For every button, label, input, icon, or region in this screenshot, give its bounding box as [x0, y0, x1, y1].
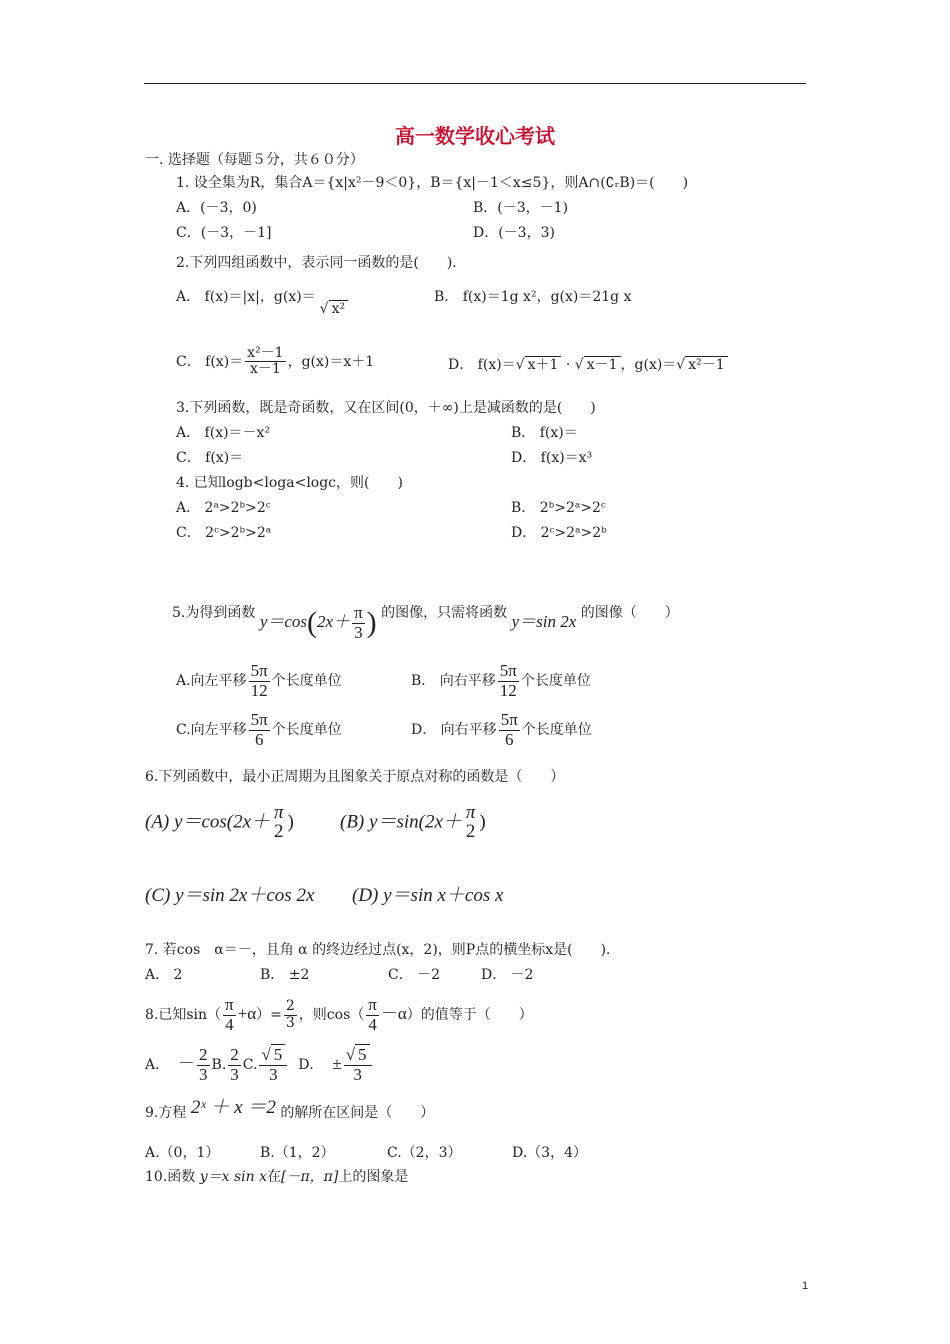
q6-a-close: ) — [287, 811, 294, 833]
q8-four-b: 4 — [368, 1014, 377, 1034]
q5-f1-inner: 2x＋ — [317, 612, 351, 632]
q8-a-label: A． — [145, 1057, 170, 1074]
q1-option-b: B．(－3，－1) — [473, 200, 569, 216]
q2-option-c-den: x－1 — [249, 361, 281, 378]
q2-option-a-text: A． f(x)＝|x|，g(x)＝ — [176, 289, 316, 305]
q8-prefix: 8.已知sin（ — [145, 1007, 222, 1024]
q8-c-num: √ 5 — [259, 1046, 287, 1066]
q4-option-b: B． 2ᵇ>2ᵃ>2ᶜ — [511, 500, 606, 516]
q1-stem: 1. 设全集为R，集合A＝{x|x²－9＜0}，B＝{x|－1＜x≤5}，则A∩(∁ᵣB)＝( ) — [176, 175, 689, 191]
q1-option-c: C．(－3，－1] — [176, 225, 272, 241]
q5-mid: 的图像，只需将函数 — [381, 605, 508, 622]
q5-c-prefix: C.向左平移 — [176, 722, 247, 739]
q5-d-prefix: D． 向右平移 — [411, 722, 497, 739]
q2-option-b: B． f(x)＝1g x²，g(x)＝21g x — [434, 289, 632, 305]
q5-f1-num: π — [354, 603, 363, 622]
q8-value-fraction — [284, 999, 297, 1031]
q7-option-b: B． ±2 — [260, 967, 310, 983]
q8-c-label: C. — [242, 1057, 258, 1074]
q2-option-c-num: x²－1 — [247, 345, 284, 361]
q3-option-d: D． f(x)＝x³ — [511, 450, 593, 466]
q8-d-num: √ 5 — [344, 1046, 372, 1066]
q6-a-den: 2 — [274, 821, 284, 842]
q6-b-den: 2 — [465, 821, 476, 842]
q3-option-c: C． f(x)＝ — [176, 450, 244, 466]
q8-c-den: 3 — [269, 1064, 278, 1084]
q6-a-fraction — [272, 803, 286, 843]
q6-b-close: ) — [479, 811, 486, 833]
q8-c-root: 5 — [271, 1044, 286, 1064]
q5-c-unit: 个长度单位 — [271, 722, 342, 739]
q5-b-den: 12 — [499, 680, 517, 700]
q10-suffix: 上的图象是 — [338, 1169, 409, 1185]
q8-d-label: D． — [298, 1057, 324, 1074]
q7-option-a: A． 2 — [145, 967, 183, 983]
q6-b-prefix: (B) y＝sin(2x＋ — [340, 811, 462, 833]
q8-pi-b: π — [368, 995, 377, 1014]
header-rule — [144, 83, 806, 84]
q6-a-prefix: (A) y＝cos(2x＋ — [145, 811, 271, 833]
q2-option-a-root: x² — [329, 300, 349, 317]
q8-stem — [145, 996, 533, 1034]
q8-d-den: 3 — [353, 1064, 362, 1084]
q3-option-b: B． f(x)＝ — [511, 425, 578, 441]
q5-a-num: 5π — [250, 661, 268, 680]
q6-stem: 6.下列函数中，最小正周期为且图象关于原点对称的函数是（ ） — [145, 769, 565, 785]
q2-option-d-prefix: D． f(x)＝ — [448, 357, 516, 373]
q5-f1-fraction — [352, 604, 365, 642]
q4-option-a: A． 2ᵃ>2ᵇ>2ᶜ — [176, 500, 271, 516]
q10-prefix: 10.函数 — [145, 1169, 196, 1185]
q5-stem — [172, 596, 679, 642]
q5-option-a — [176, 662, 342, 700]
q2-stem: 2.下列四组函数中，表示同一函数的是( )． — [176, 255, 467, 271]
q5-a-fraction — [249, 662, 270, 700]
q8-b-num: 2 — [230, 1045, 239, 1064]
q6-option-b — [340, 803, 486, 843]
page-title: 高一数学收心考试 — [395, 124, 555, 148]
q9-option-c: C.（2，3） — [387, 1145, 462, 1161]
q8-pi-over-4-a — [223, 996, 236, 1034]
q8-b-den: 3 — [230, 1064, 239, 1084]
q5-d-num: 5π — [500, 710, 518, 729]
q3-option-a: A． f(x)＝－x² — [176, 425, 271, 441]
q2-option-d-root1: x＋1 — [525, 356, 562, 373]
q6-option-d — [352, 886, 503, 905]
q6-c-text: (C) y＝sin 2x＋cos 2x — [145, 885, 315, 906]
q6-d-text: (D) y＝sin x＋cos x — [352, 885, 504, 906]
q8-value-num: 2 — [285, 998, 295, 1015]
q5-b-unit: 个长度单位 — [520, 673, 591, 690]
q8-a-fraction — [197, 1046, 210, 1084]
q2-option-d-root2: x－1 — [584, 356, 621, 373]
q8-a-sign: － — [178, 1054, 196, 1074]
q8-b-fraction — [228, 1046, 241, 1084]
q8-value-den: 3 — [285, 1014, 295, 1031]
q5-a-prefix: A.向左平移 — [176, 673, 247, 690]
q5-c-num: 5π — [250, 710, 268, 729]
q10-stem — [145, 1170, 408, 1184]
q5-a-den: 12 — [250, 680, 268, 700]
q8-close-eq: ）= — [256, 1007, 282, 1024]
q8-a-num: 2 — [199, 1045, 208, 1064]
q8-d-fraction — [344, 1046, 372, 1084]
q1-option-a: A．(－3，0) — [176, 200, 257, 216]
q5-b-prefix: B． 向右平移 — [411, 673, 496, 690]
q5-function-1: y＝cos(2x＋ $\frac{\pi}{3}$ ) — [259, 603, 377, 642]
q8-suffix: ）的值等于（ ） — [406, 1007, 533, 1024]
q9-prefix: 9.方程 — [145, 1105, 187, 1121]
q8-a-den: 3 — [199, 1064, 208, 1084]
q7-option-c: C． －2 — [388, 967, 441, 983]
q9-stem — [145, 1097, 435, 1121]
q6-option-a — [145, 803, 294, 843]
q8-plus-alpha: +α — [237, 1004, 257, 1024]
q2-option-d-dot: · — [565, 357, 571, 373]
q8-c-fraction — [259, 1046, 287, 1084]
q8-d-sign: ± — [332, 1054, 342, 1074]
q3-stem: 3.下列函数，既是奇函数，又在区间(0，＋∞)上是减函数的是( ) — [176, 400, 596, 416]
q2-option-c-fraction — [245, 346, 285, 378]
q4-option-d: D． 2ᶜ>2ᵃ>2ᵇ — [511, 525, 607, 541]
q2-option-a: A． f(x)＝|x|，g(x)＝√ x² — [176, 290, 348, 304]
q5-f1-prefix: y＝cos — [259, 612, 308, 632]
q5-option-d — [411, 711, 592, 749]
q8-b-label: B. — [211, 1057, 227, 1074]
q5-d-fraction — [499, 711, 520, 749]
q9-suffix: 的解所在区间是（ ） — [280, 1105, 435, 1121]
q8-mid: ，则cos（ — [298, 1007, 365, 1024]
q5-d-unit: 个长度单位 — [521, 722, 592, 739]
q7-option-d: D． －2 — [481, 967, 534, 983]
q5-prefix: 5.为得到函数 — [172, 605, 256, 622]
q10-interval: [－π，π] — [281, 1169, 339, 1185]
q5-b-fraction — [498, 662, 519, 700]
q6-b-fraction — [464, 803, 478, 843]
q5-c-den: 6 — [254, 729, 264, 749]
q9-option-b: B.（1，2） — [260, 1145, 335, 1161]
q9-option-d: D.（3，4） — [512, 1145, 587, 1161]
q5-function-2: y＝sin 2x — [511, 612, 577, 632]
q5-d-den: 6 — [504, 729, 514, 749]
q8-d-root: 5 — [355, 1044, 370, 1064]
q8-options — [145, 1046, 374, 1084]
q5-f1-den: 3 — [354, 622, 363, 642]
q6-b-num: π — [465, 802, 476, 823]
q5-c-fraction — [249, 711, 270, 749]
q7-stem: 7. 若cos α＝－，且角 α 的终边经过点(x，2)，则P点的横坐标x是( )． — [145, 942, 621, 958]
q10-function: y＝x sin x — [199, 1169, 267, 1185]
q6-option-c — [145, 886, 314, 905]
q9-equation: 2ˣ ＋ x ＝2 — [190, 1097, 276, 1118]
q1-option-d: D．(－3，3) — [473, 225, 555, 241]
q5-a-unit: 个长度单位 — [271, 673, 342, 690]
q5-b-num: 5π — [499, 661, 517, 680]
q8-pi-a: π — [225, 995, 234, 1014]
section-heading: 一. 选择题（每题５分，共６０分） — [145, 152, 364, 168]
q4-option-c: C． 2ᶜ>2ᵇ>2ᵃ — [176, 525, 272, 541]
q6-a-num: π — [274, 802, 284, 823]
q10-mid: 在 — [267, 1169, 281, 1185]
q2-option-d: D． f(x)＝√ x＋1 · √ x－1 ，g(x)＝√ x²－1 — [448, 358, 728, 372]
q5-suffix: 的图像（ ） — [580, 605, 679, 622]
page-number: 1 — [802, 1280, 809, 1292]
q2-option-c-suffix: ，g(x)＝x＋1 — [287, 353, 375, 370]
q2-option-c-prefix: C． f(x)＝ — [176, 353, 244, 370]
q2-option-c — [176, 346, 374, 378]
q5-option-c — [176, 711, 342, 749]
q5-option-b — [411, 662, 591, 700]
q2-option-d-root3: x²－1 — [685, 356, 727, 373]
q8-pi-over-4-b — [366, 996, 379, 1034]
q2-option-d-mid: ，g(x)＝ — [620, 357, 677, 373]
q8-four-a: 4 — [225, 1014, 234, 1034]
q9-option-a: A.（0，1） — [145, 1145, 220, 1161]
q8-minus-alpha: －α — [380, 1004, 407, 1024]
q4-stem: 4. 已知logb<loga<logc，则( ) — [176, 475, 403, 491]
